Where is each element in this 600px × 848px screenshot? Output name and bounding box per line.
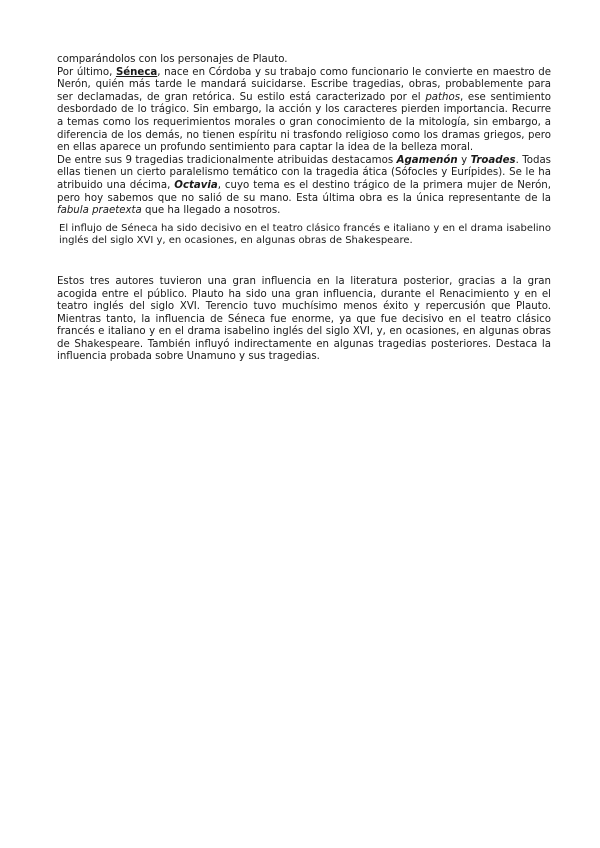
paragraph-influencia bbox=[57, 276, 551, 364]
text-run: y bbox=[457, 154, 471, 166]
paragraph-tragedias bbox=[57, 155, 551, 218]
agamenon-title: Agamenón bbox=[396, 154, 458, 166]
pathos-term: pathos bbox=[425, 91, 461, 103]
text-run: , ese sentimiento desbordado de lo trágico. Sin embargo, la acción y los caracteres pierden importancia. Recurre a temas como los requerimientos morales o gran conocimiento de la mitología, sin embargo, a diferencia de los demás, no tienen espíritu ni trasfondo religioso como los dramas griegos, pero en ellas aparece un profundo sentimiento para captar la idea de la belleza moral. bbox=[57, 91, 552, 154]
troades-title: Troades bbox=[470, 154, 516, 166]
paragraph-intro-line bbox=[57, 54, 551, 67]
seneca-name: Séneca bbox=[115, 66, 158, 78]
document-page bbox=[57, 54, 551, 364]
text-run: que ha llegado a nosotros. bbox=[141, 205, 281, 217]
octavia-title: Octavia bbox=[174, 179, 218, 191]
text-run: , nace en Córdoba y su trabajo como funcionario le convierte en maestro de Nerón, quién más tarde le mandará suicidarse. Escribe tragedias, obras, probablemente para ser declamadas, de gran retórica. Su estilo está caracterizado por el bbox=[57, 66, 551, 103]
fabula-praetexta-term: fabula praetexta bbox=[57, 205, 142, 217]
text-run: De entre sus 9 tragedias tradicionalmente atribuidas destacamos bbox=[57, 154, 397, 166]
paragraph-influjo bbox=[57, 223, 551, 248]
paragraph-seneca bbox=[57, 67, 551, 155]
text-run: . Todas ellas tienen un cierto paralelismo temático con la tragedia ática (Sófocles y Eurípides). Se le ha atribuido una décima, bbox=[57, 154, 551, 191]
paragraph-text: El influjo de Séneca ha sido decisivo en el teatro clásico francés e italiano y en el drama isabelino inglés del siglo XVI y, en ocasiones, en algunas obras de Shakespeare. bbox=[59, 222, 551, 247]
text-run: , cuyo tema es el destino trágico de la primera mujer de Nerón, pero hoy sabemos que no salió de su mano. Esta última obra es la única representante de la bbox=[57, 179, 552, 204]
paragraph-text: Estos tres autores tuvieron una gran influencia en la literatura posterior, gracias a la gran acogida entre el público. Plauto ha sido una gran influencia, durante el Renacimiento y en el teatro inglés del siglo XVI. Terencio tuvo muchísimo menos éxito y repercusión que Plauto. Mientras tanto, la influencia de Séneca fue enorme, ya que fue decisivo en el teatro clásico francés e italiano y en el drama isabelino inglés del siglo XVI, y, en ocasiones, en algunas obras de Shakespeare. También influyó indirectamente en algunas tragedias posteriores. Destaca la influencia probada sobre Unamuno y sus tragedias. bbox=[57, 275, 551, 363]
paragraph-text: comparándolos con los personajes de Plauto. bbox=[57, 54, 288, 65]
text-run: Por último, bbox=[57, 66, 116, 78]
